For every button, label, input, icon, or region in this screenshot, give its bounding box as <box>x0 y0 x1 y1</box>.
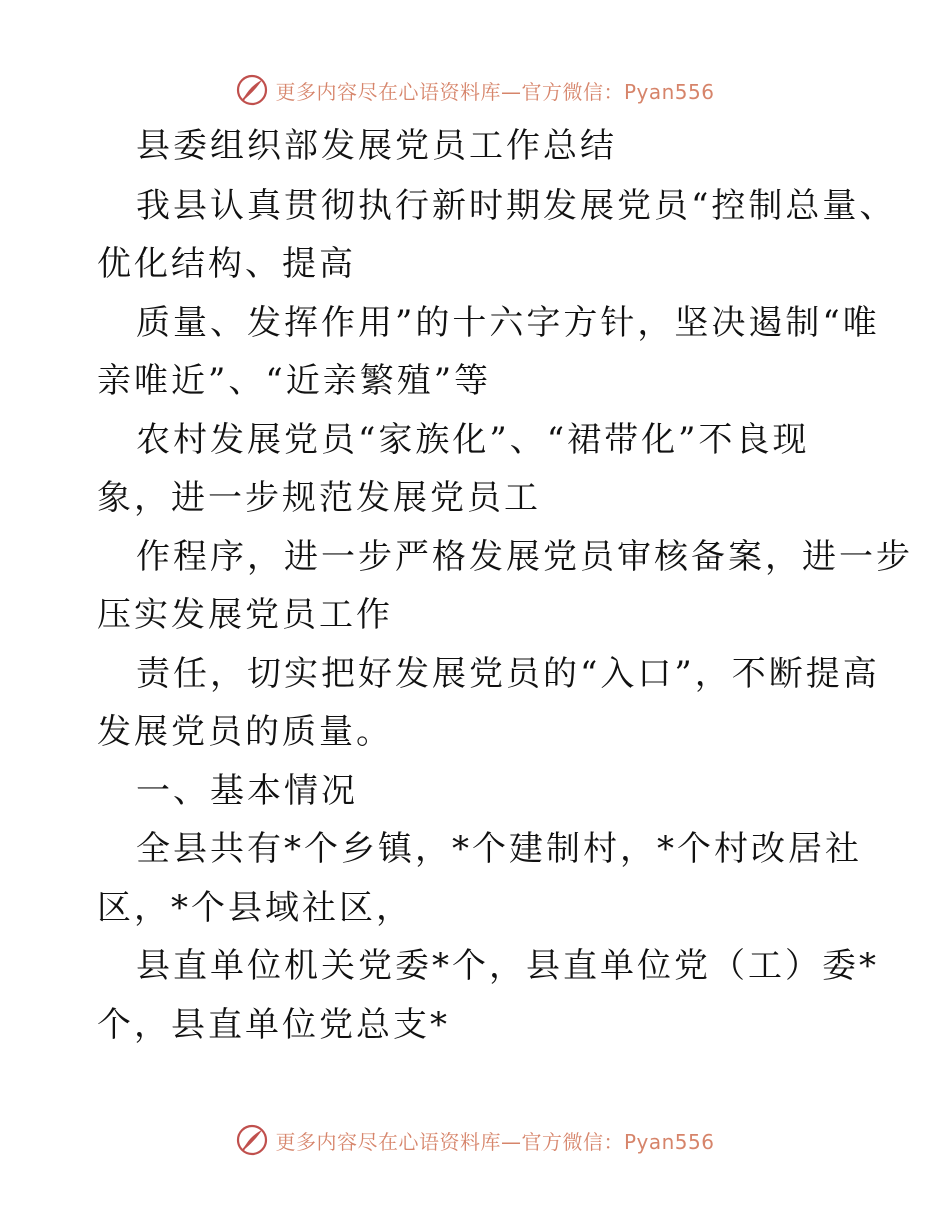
quill-pen-logo-icon <box>235 1123 269 1157</box>
paragraph-line: 发展党员的质量。 <box>97 712 393 752</box>
watermark-text: 更多内容尽在心语资料库—官方微信：Pyan556 <box>275 1129 715 1154</box>
paragraph-line: 作程序，进一步严格发展党员审核备案，进一步 <box>136 537 913 577</box>
paragraph-line: 责任，切实把好发展党员的“入口”，不断提高 <box>136 654 880 694</box>
paragraph-line: 个，县直单位党总支* <box>97 1005 450 1045</box>
paragraph-line: 区，*个县域社区， <box>97 888 413 928</box>
paragraph-line: 质量、发挥作用”的十六字方针，坚决遏制“唯 <box>136 303 880 343</box>
paragraph-line: 亲唯近”、“近亲繁殖”等 <box>97 361 492 401</box>
paragraph-line: 农村发展党员“家族化”、“裙带化”不良现 <box>136 420 810 460</box>
paragraph-line: 压实发展党员工作 <box>97 595 393 635</box>
quill-pen-logo-icon <box>235 73 269 107</box>
paragraph-line: 优化结构、提高 <box>97 244 356 284</box>
paragraph-line: 县直单位机关党委*个，县直单位党（工）委* <box>136 946 879 986</box>
watermark-text: 更多内容尽在心语资料库—官方微信：Pyan556 <box>275 79 715 104</box>
header-watermark <box>0 68 950 112</box>
paragraph-line: 我县认真贯彻执行新时期发展党员“控制总量、 <box>136 186 897 226</box>
footer-watermark <box>0 1118 950 1162</box>
document-title: 县委组织部发展党员工作总结 <box>136 126 617 166</box>
section-heading: 一、基本情况 <box>136 771 358 811</box>
paragraph-line: 全县共有*个乡镇，*个建制村，*个村改居社 <box>136 829 862 869</box>
paragraph-line: 象，进一步规范发展党员工 <box>97 478 541 518</box>
